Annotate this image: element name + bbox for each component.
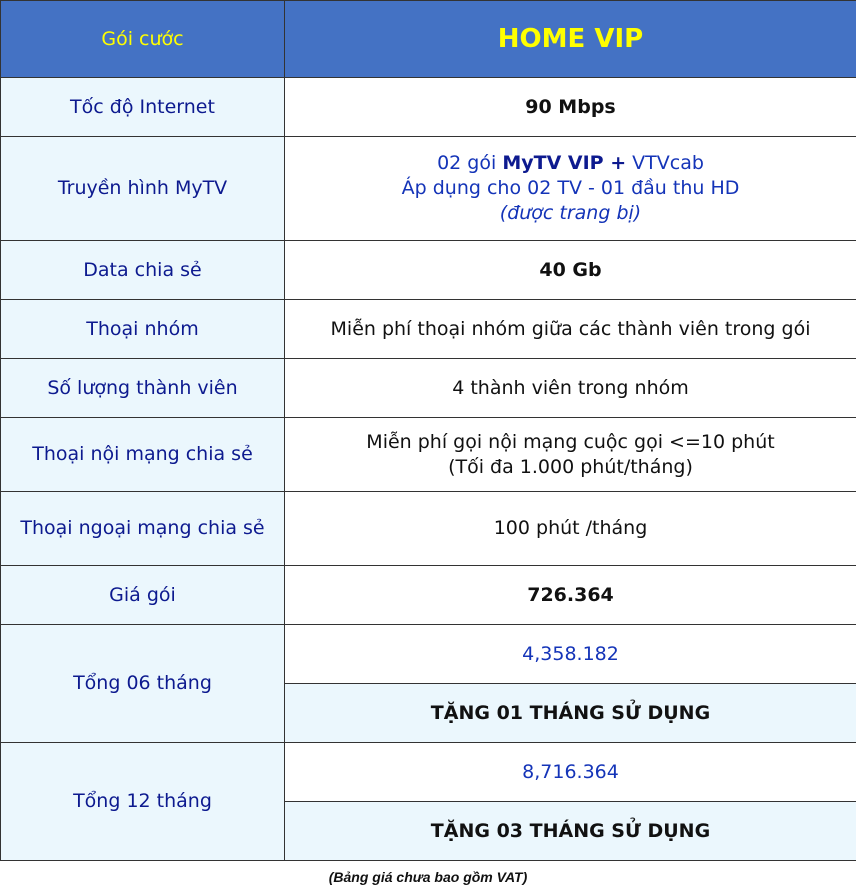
total-12-months-bonus: TẶNG 03 THÁNG SỬ DỤNG: [285, 802, 856, 861]
row-total-12-months: [1, 743, 856, 802]
mytv-line-2: Áp dụng cho 02 TV - 01 đầu thu HD: [401, 177, 740, 199]
header-plan-name: HOME VIP: [285, 1, 856, 78]
group-call-value: Miễn phí thoại nhóm giữa các thành viên trong gói: [285, 300, 856, 359]
internet-speed-label: Tốc độ Internet: [1, 78, 285, 137]
header-package-label: Gói cước: [1, 1, 285, 78]
package-price-value: 726.364: [285, 566, 856, 625]
shared-data-label: Data chia sẻ: [1, 241, 285, 300]
mytv-vtvcab: VTVcab: [626, 152, 704, 174]
mytv-label: Truyền hình MyTV: [1, 137, 285, 241]
row-group-call: [1, 300, 856, 359]
mytv-line-3: (được trang bị): [499, 202, 642, 224]
row-mytv: [1, 137, 856, 241]
total-12-months-value: 8,716.364: [285, 743, 856, 802]
internet-speed-value: 90 Mbps: [285, 78, 856, 137]
vat-footnote: (Bảng giá chưa bao gồm VAT): [328, 869, 528, 885]
group-call-label: Thoại nhóm: [1, 300, 285, 359]
row-offnet-call: [1, 492, 856, 566]
row-onnet-call: [1, 418, 856, 492]
total-12-months-label: Tổng 12 tháng: [1, 743, 285, 861]
row-shared-data: [1, 241, 856, 300]
shared-data-value: 40 Gb: [285, 241, 856, 300]
onnet-call-value: [285, 418, 856, 492]
header-row: [1, 1, 856, 78]
members-label: Số lượng thành viên: [1, 359, 285, 418]
total-6-months-bonus: TẶNG 01 THÁNG SỬ DỤNG: [285, 684, 856, 743]
row-internet-speed: [1, 78, 856, 137]
onnet-call-line-1: Miễn phí gọi nội mạng cuộc gọi <=10 phút: [366, 430, 775, 453]
row-total-6-months: [1, 625, 856, 684]
members-value: 4 thành viên trong nhóm: [285, 359, 856, 418]
total-6-months-label: Tổng 06 tháng: [1, 625, 285, 743]
package-price-label: Giá gói: [1, 566, 285, 625]
offnet-call-label: Thoại ngoại mạng chia sẻ: [1, 492, 285, 566]
onnet-call-label: Thoại nội mạng chia sẻ: [1, 418, 285, 492]
mytv-count: 02 gói: [437, 152, 503, 174]
mytv-line-1: [291, 151, 850, 176]
onnet-call-line-2: (Tối đa 1.000 phút/tháng): [448, 455, 693, 478]
mytv-package-name: MyTV VIP +: [502, 152, 627, 174]
row-package-price: [1, 566, 856, 625]
mytv-value: [285, 137, 856, 241]
total-6-months-value: 4,358.182: [285, 625, 856, 684]
offnet-call-value: 100 phút /tháng: [285, 492, 856, 566]
row-members: [1, 359, 856, 418]
